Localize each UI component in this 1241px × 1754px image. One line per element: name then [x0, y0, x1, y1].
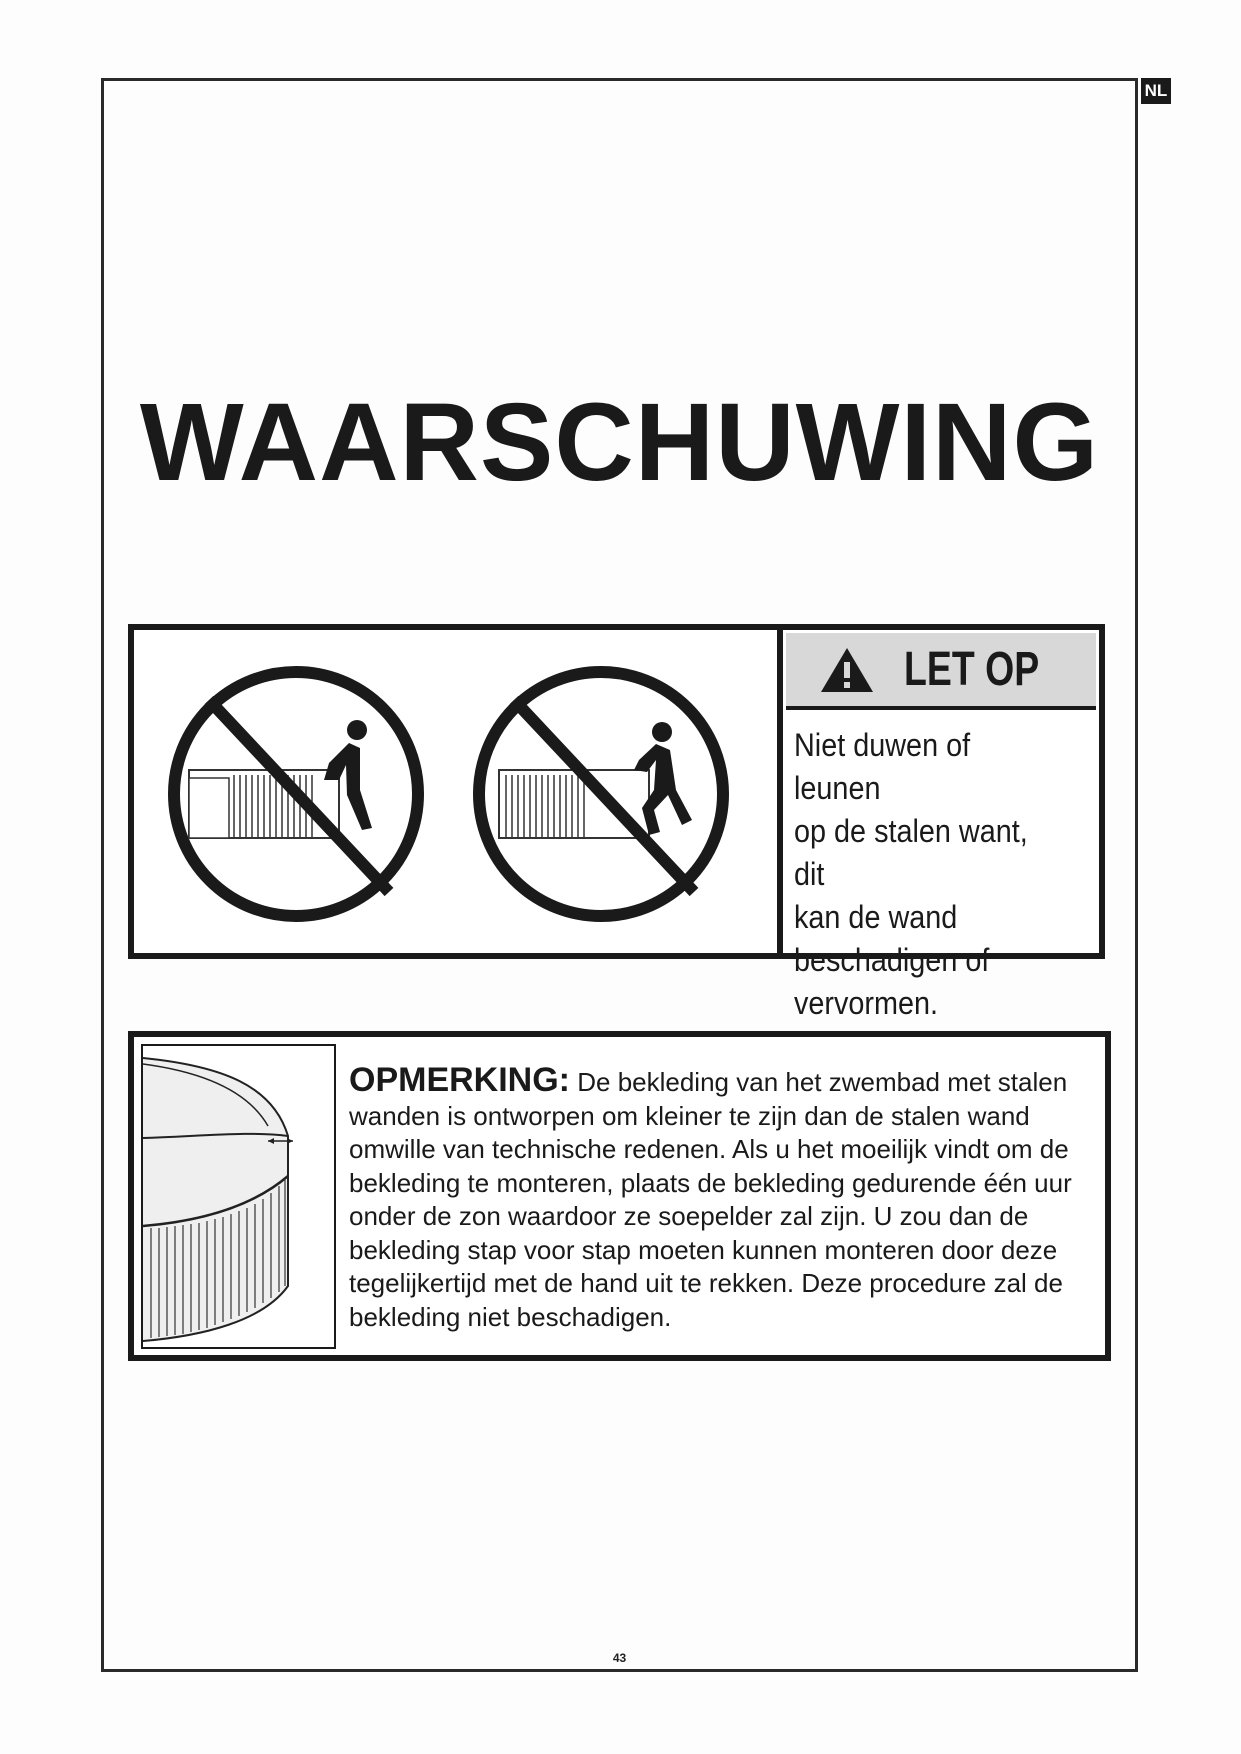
warning-box	[128, 624, 1105, 1021]
warning-triangle-icon	[818, 645, 876, 695]
caution-label: LET OP	[904, 643, 1040, 696]
note-box	[128, 1031, 1111, 1361]
caution-header	[786, 633, 1096, 710]
caution-panel	[783, 630, 1099, 1021]
prohibition-pictograms-svg	[134, 630, 777, 953]
page-number: 43	[612, 1651, 627, 1665]
note-body: De bekleding van het zwembad met stalen wanden is ontworpen om kleiner te zijn dan de stalen wand omwille van technische redenen. Als u het moeilijk vindt om de bekleding te monteren, plaats de bekleding gedurende één uur onder de zon waardoor ze soepelder zal zijn. U zou dan de bekleding stap voor stap moeten kunnen monteren door deze tegelijkertijd met de hand uit te rekken. Deze procedure zal de bekleding niet beschadigen.	[349, 1067, 1072, 1332]
prohibition-pictograms	[134, 630, 783, 953]
pool-wall-illustration	[141, 1044, 336, 1349]
note-label: OPMERKING:	[349, 1061, 570, 1099]
language-badge: NL	[1141, 78, 1171, 104]
no-leaning-icon	[174, 672, 418, 916]
no-pushing-icon	[479, 672, 723, 916]
note-text-block	[349, 1061, 1104, 1334]
page-title: WAARSCHUWING	[139, 381, 1100, 504]
caution-text: Niet duwen of leunen op de stalen want, dit kan de wand beschadigen of vervormen.	[794, 727, 1028, 1021]
pool-liner-illustration-svg	[143, 1046, 334, 1347]
